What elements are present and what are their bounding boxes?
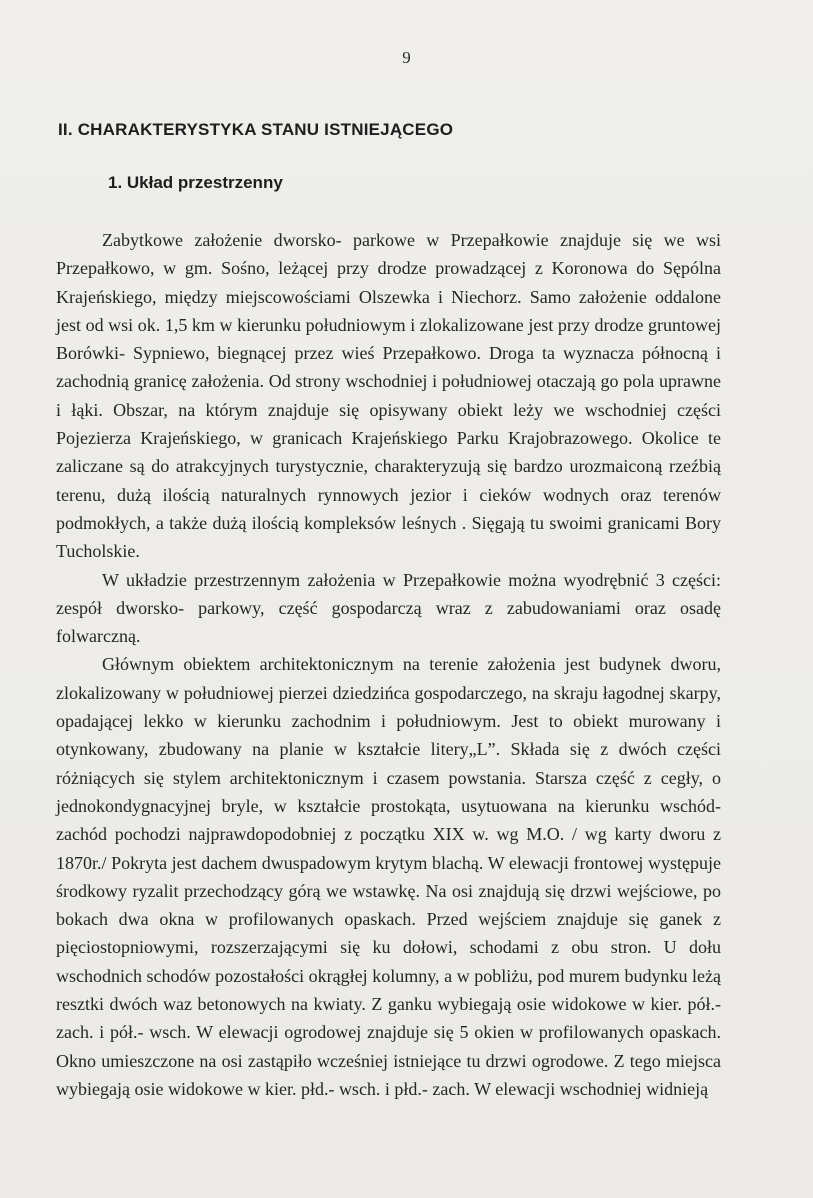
page-number: 9: [402, 48, 411, 67]
paragraph-layout: W układzie przestrzennym założenia w Przepałkowie można wyodrębnić 3 części: zespół dworsko- parkowy, część gospodarczą wraz z zabudowaniami oraz osadę folwarczną.: [56, 569, 721, 647]
paragraph-manor-house: Głównym obiektem architektonicznym na terenie założenia jest budynek dworu, zlokalizowany w południowej pierzei dziedzińca gospodarczego, na skraju łagodnej skarpy, opadającej lekko w kierunku zachodnim i południowym. Jest to obiekt murowany i otynkowany, zbudowany na planie w kształcie litery„L”. Składa się z dwóch części różniących się stylem architektonicznym i czasem powstania. Starsza część z cegły, o jednokondygnacyjnej bryle, w kształcie prostokąta, usytuowana na kierunku wschód-zachód pochodzi najprawdopodobniej z początku XIX w. wg M.O. / wg karty dworu z 1870r./ Pokryta jest dachem dwuspadowym krytym blachą. W elewacji frontowej występuje środkowy ryzalit przechodzący górą we wstawkę. Na osi znajdują się drzwi wejściowe, po bokach dwa okna w profilowanych opaskach. Przed wejściem znajduje się ganek z pięciostopniowymi, rozszerzającymi się ku dołowi, schodami z obu stron. U dołu wschodnich schodów pozostałości okrągłej kolumny, a w pobliżu, pod murem budynku leżą resztki dwóch waz betonowych na kwiaty. Z ganku wybiegają osie widokowe w kier. pół.- zach. i pół.- wsch. W elewacji ogrodowej znajduje się 5 okien w profilowanych opaskach. Okno umieszczone na osi zastąpiło wcześniej istniejące tu drzwi ogrodowe. Z tego miejsca wybiegają osie widokowe w kier. płd.- wsch. i płd.- zach. W elewacji wschodniej widnieją: [56, 654, 721, 1099]
subsection-title: 1. Układ przestrzenny: [108, 173, 283, 192]
body-text: [56, 226, 721, 1103]
section-title: II. CHARAKTERYSTYKA STANU ISTNIEJĄCEGO: [58, 120, 454, 139]
paragraph-location: Zabytkowe założenie dworsko- parkowe w Przepałkowie znajduje się we wsi Przepałkowo, w gm. Sośno, leżącej przy drodze prowadzącej z Koronowa do Sępólna Krajeńskiego, między miejscowościami Olszewka i Niechorz. Samo założenie oddalone jest od wsi ok. 1,5 km w kierunku południowym i zlokalizowane jest przy drodze gruntowej Borówki- Sypniewo, biegnącej przez wieś Przepałkowo. Droga ta wyznacza północną i zachodnią granicę założenia. Od strony wschodniej i południowej otaczają go pola uprawne i łąki. Obszar, na którym znajduje się opisywany obiekt leży we wschodniej części Pojezierza Krajeńskiego, w granicach Krajeńskiego Parku Krajobrazowego. Okolice te zaliczane są do atrakcyjnych turystycznie, charakteryzują się bardzo urozmaiconą rzeźbią terenu, dużą ilością naturalnych rynnowych jezior i cieków wodnych oraz terenów podmokłych, a także dużą ilością kompleksów leśnych . Sięgają tu swoimi granicami Bory Tucholskie.: [56, 230, 721, 562]
